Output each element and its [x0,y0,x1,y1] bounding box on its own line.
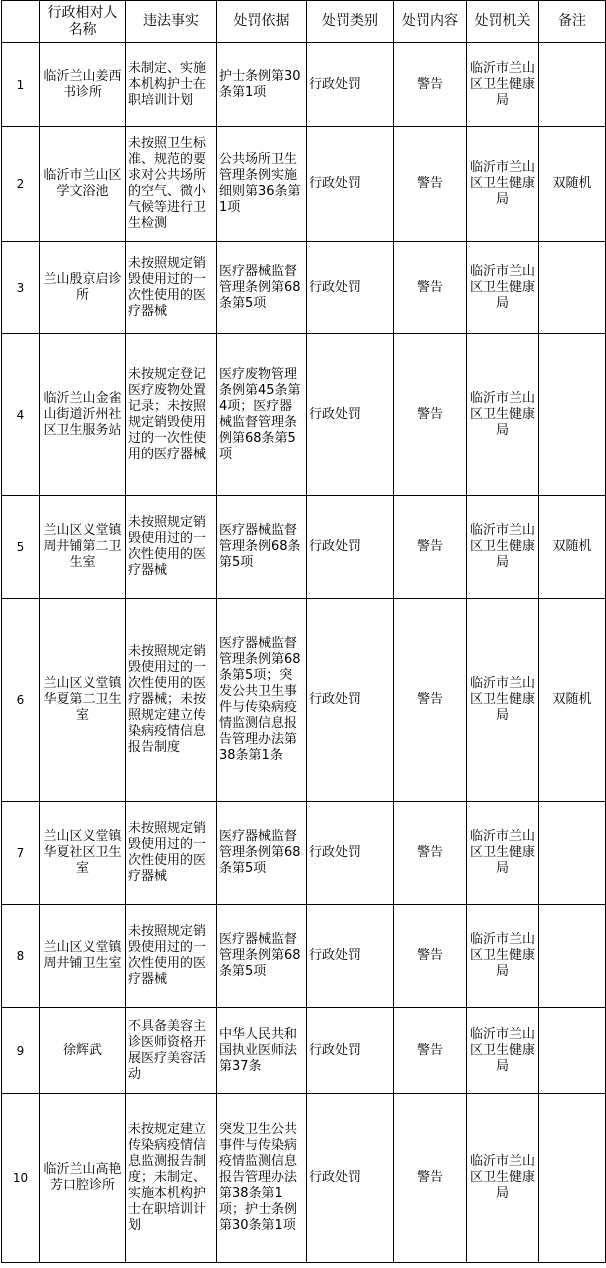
party-name: 临沂兰山高艳芳口腔诊所 [40,1094,126,1263]
header-index [2,1,40,43]
table-row [2,127,606,242]
table-row [2,599,606,802]
table-row [2,496,606,599]
table-row [2,1008,606,1094]
penalty-basis: 医疗器械监督管理条例68条第5项 [217,496,307,599]
row-index: 10 [2,1094,40,1263]
header-party: 行政相对人名称 [40,1,126,43]
table-row [2,802,606,905]
remark [539,334,606,496]
table-row [2,334,606,496]
remark [539,1094,606,1263]
party-name: 兰山区义堂镇周井铺第二卫生室 [40,496,126,599]
penalty-content: 警告 [394,1008,467,1094]
penalty-authority: 临沂市兰山区卫生健康局 [467,1008,539,1094]
violation-fact: 未按照规定销毁使用过的一次性使用的医疗器械 [126,496,217,599]
party-name: 临沂市兰山区学文浴池 [40,127,126,242]
header-content: 处罚内容 [394,1,467,43]
penalty-content: 警告 [394,496,467,599]
violation-fact: 未按照卫生标准、规范的要求对公共场所的空气、微小气候等进行卫生检测 [126,127,217,242]
header-remark: 备注 [539,1,606,43]
penalty-category: 行政处罚 [307,496,394,599]
penalty-content: 警告 [394,334,467,496]
penalty-content: 警告 [394,242,467,334]
party-name: 徐辉武 [40,1008,126,1094]
remark [539,242,606,334]
penalty-basis: 医疗器械监督管理条例第68条第5项 [217,802,307,905]
violation-fact: 未按照规定销毁使用过的一次性使用的医疗器械；未按照规定建立传染病疫情信息报告制度 [126,599,217,802]
penalty-authority: 临沂市兰山区卫生健康局 [467,599,539,802]
row-index: 2 [2,127,40,242]
penalty-authority: 临沂市兰山区卫生健康局 [467,905,539,1008]
penalty-content: 警告 [394,127,467,242]
penalty-basis: 公共场所卫生管理条例实施细则第36条第1项 [217,127,307,242]
remark: 双随机 [539,599,606,802]
penalty-content: 警告 [394,802,467,905]
header-category: 处罚类别 [307,1,394,43]
party-name: 兰山区义堂镇周井铺卫生室 [40,905,126,1008]
penalty-category: 行政处罚 [307,599,394,802]
penalty-table [1,0,606,1263]
penalty-basis: 医疗器械监督管理条例第68条第5项 [217,242,307,334]
violation-fact: 未按照规定销毁使用过的一次性使用的医疗器械 [126,905,217,1008]
party-name: 兰山区义堂镇华夏社区卫生室 [40,802,126,905]
header-row [2,1,606,43]
penalty-authority: 临沂市兰山区卫生健康局 [467,43,539,127]
penalty-content: 警告 [394,905,467,1008]
violation-fact: 不具备美容主诊医师资格开展医疗美容活动 [126,1008,217,1094]
party-name: 兰山殷京启诊所 [40,242,126,334]
party-name: 临沂兰山金雀山街道沂州社区卫生服务站 [40,334,126,496]
party-name: 兰山区义堂镇华夏第二卫生室 [40,599,126,802]
header-authority: 处罚机关 [467,1,539,43]
penalty-basis: 医疗器械监督管理条例第68条第5项 [217,905,307,1008]
remark [539,1008,606,1094]
violation-fact: 未按规定登记医疗废物处置记录；未按照规定销毁使用过的一次性使用的医疗器械 [126,334,217,496]
violation-fact: 未按规定建立传染病疫情信息监测报告制度；未制定、实施本机构护士在职培训计划 [126,1094,217,1263]
violation-fact: 未按照规定销毁使用过的一次性使用的医疗器械 [126,242,217,334]
penalty-category: 行政处罚 [307,1094,394,1263]
penalty-category: 行政处罚 [307,43,394,127]
penalty-authority: 临沂市兰山区卫生健康局 [467,334,539,496]
penalty-basis: 医疗器械监督管理条例第68条第5项；突发公共卫生事件与传染病疫情监测信息报告管理办法第38条第1条 [217,599,307,802]
remark: 双随机 [539,496,606,599]
header-fact: 违法事实 [126,1,217,43]
penalty-category: 行政处罚 [307,242,394,334]
table-row [2,43,606,127]
penalty-basis: 护士条例第30条第1项 [217,43,307,127]
penalty-content: 警告 [394,43,467,127]
row-index: 5 [2,496,40,599]
row-index: 1 [2,43,40,127]
penalty-basis: 中华人民共和国执业医师法第37条 [217,1008,307,1094]
row-index: 8 [2,905,40,1008]
table-row [2,905,606,1008]
penalty-authority: 临沂市兰山区卫生健康局 [467,242,539,334]
party-name: 临沂兰山姜西书诊所 [40,43,126,127]
penalty-authority: 临沂市兰山区卫生健康局 [467,127,539,242]
table-row [2,1094,606,1263]
penalty-basis: 突发卫生公共事件与传染病疫情监测信息报告管理办法第38条第1项；护士条例第30条第1项 [217,1094,307,1263]
penalty-category: 行政处罚 [307,334,394,496]
row-index: 4 [2,334,40,496]
violation-fact: 未制定、实施本机构护士在职培训计划 [126,43,217,127]
remark [539,802,606,905]
violation-fact: 未按照规定销毁使用过的一次性使用的医疗器械 [126,802,217,905]
penalty-authority: 临沂市兰山区卫生健康局 [467,1094,539,1263]
penalty-category: 行政处罚 [307,1008,394,1094]
row-index: 7 [2,802,40,905]
table-row [2,242,606,334]
penalty-authority: 临沂市兰山区卫生健康局 [467,802,539,905]
row-index: 9 [2,1008,40,1094]
header-basis: 处罚依据 [217,1,307,43]
penalty-category: 行政处罚 [307,905,394,1008]
penalty-content: 警告 [394,599,467,802]
penalty-basis: 医疗废物管理条例第45条第4项；医疗器械监督管理条例第68条第5项 [217,334,307,496]
row-index: 3 [2,242,40,334]
penalty-content: 警告 [394,1094,467,1263]
remark [539,905,606,1008]
remark: 双随机 [539,127,606,242]
penalty-category: 行政处罚 [307,127,394,242]
penalty-category: 行政处罚 [307,802,394,905]
remark [539,43,606,127]
penalty-authority: 临沂市兰山区卫生健康局 [467,496,539,599]
row-index: 6 [2,599,40,802]
